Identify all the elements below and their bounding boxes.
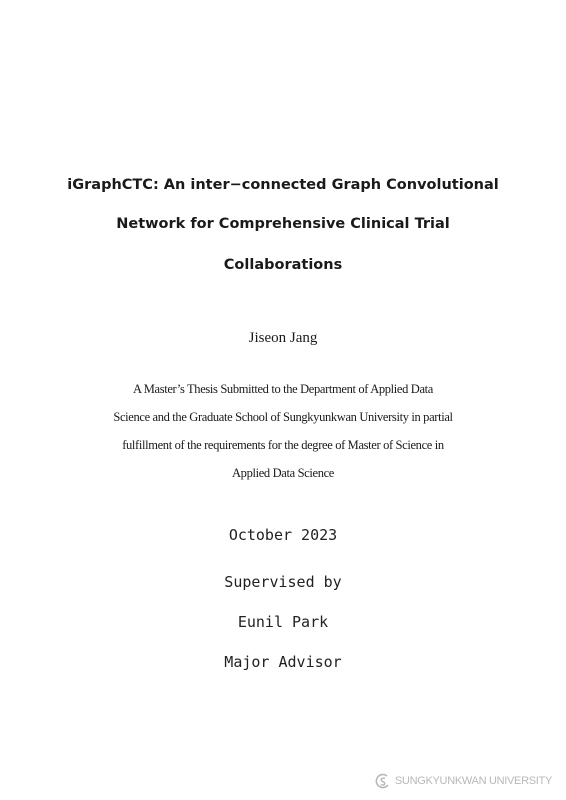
watermark-text: SUNGKYUNKWAN UNIVERSITY <box>394 775 552 787</box>
thesis-title-line-3: Collaborations <box>223 257 343 273</box>
advisor-name: Eunil Park <box>237 613 329 631</box>
submission-statement-line-4: Applied Data Science <box>232 466 334 480</box>
submission-statement-line-3: fulfillment of the requirements for the degree of Master of Science in <box>122 438 444 452</box>
submission-date: October 2023 <box>228 526 338 544</box>
supervised-by-label: Supervised by <box>224 573 342 591</box>
author-name: Jiseon Jang <box>248 330 318 346</box>
university-watermark <box>374 772 552 790</box>
submission-statement-line-2: Science and the Graduate School of Sungkyunkwan University in partial <box>113 410 453 424</box>
thesis-title-line-2: Network for Comprehensive Clinical Trial <box>116 216 450 232</box>
submission-statement-line-1: A Master’s Thesis Submitted to the Department of Applied Data <box>132 382 433 396</box>
thesis-title-line-1: iGraphCTC: An inter−connected Graph Convolutional <box>67 177 499 193</box>
skku-logo-icon <box>374 772 392 790</box>
advisor-role: Major Advisor <box>224 653 342 671</box>
